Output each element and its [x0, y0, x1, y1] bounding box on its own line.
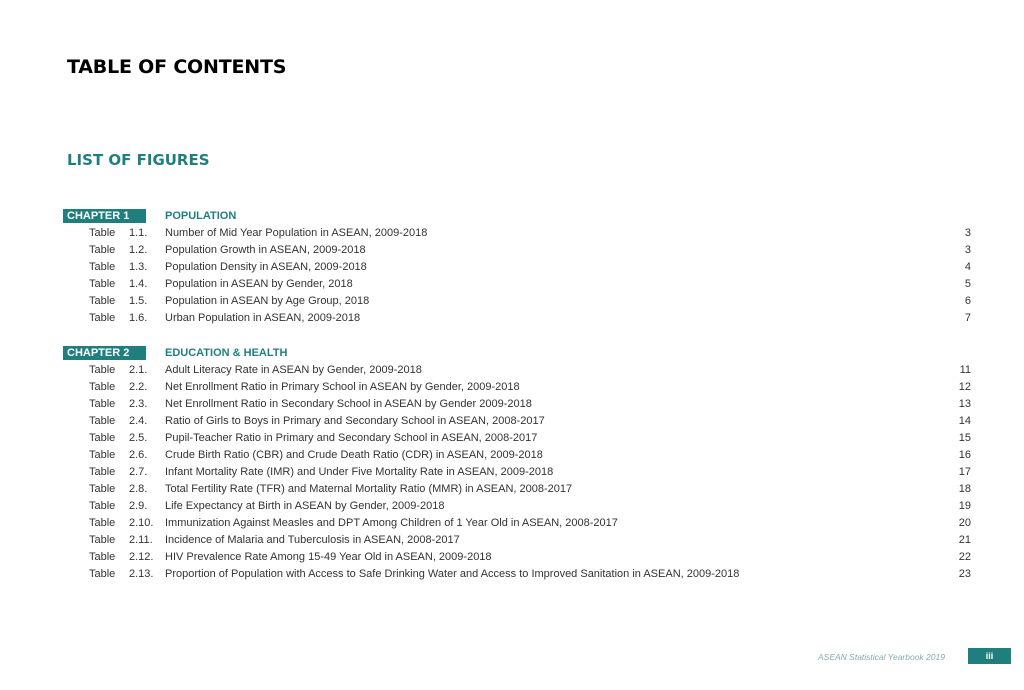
- toc-row-label: Table: [89, 278, 116, 290]
- toc-row-title: Urban Population in ASEAN, 2009-2018: [165, 312, 361, 324]
- toc-row-label: Table: [89, 398, 116, 410]
- toc-row-page: 4: [964, 261, 971, 273]
- toc-row-number: 1.5.: [129, 295, 148, 307]
- toc-row-page: 18: [958, 483, 971, 495]
- toc-row-label: Table: [89, 449, 116, 461]
- chapter-title: EDUCATION & HEALTH: [165, 347, 288, 359]
- toc-row-title: Life Expectancy at Birth in ASEAN by Gender, 2009-2018: [165, 500, 445, 512]
- toc-row-label: Table: [89, 568, 116, 580]
- toc-row[interactable]: [63, 379, 983, 396]
- toc-row[interactable]: [63, 430, 983, 447]
- toc-row-number: 2.3.: [129, 398, 148, 410]
- toc-row[interactable]: [63, 549, 983, 566]
- toc-row[interactable]: [63, 396, 983, 413]
- toc-row-label: Table: [89, 483, 116, 495]
- toc-row-number: 2.7.: [129, 466, 148, 478]
- toc-row-title: Net Enrollment Ratio in Secondary School in ASEAN by Gender 2009-2018: [165, 398, 532, 410]
- toc-row-number: 2.11.: [129, 534, 153, 546]
- toc-row[interactable]: [63, 310, 983, 327]
- toc-row-page: 23: [958, 568, 971, 580]
- chapter-2: [63, 346, 983, 583]
- toc-row-label: Table: [89, 432, 116, 444]
- chapter-1-rows: [63, 225, 983, 327]
- toc-row-title: Population in ASEAN by Age Group, 2018: [165, 295, 370, 307]
- toc-row[interactable]: [63, 481, 983, 498]
- toc-row-number: 2.9.: [129, 500, 148, 512]
- chapter-2-rows: [63, 362, 983, 583]
- toc-row[interactable]: [63, 242, 983, 259]
- toc-row[interactable]: [63, 293, 983, 310]
- toc-row-title: Adult Literacy Rate in ASEAN by Gender, 2009-2018: [165, 364, 422, 376]
- toc-row-page: 14: [958, 415, 971, 427]
- toc-row-title: Number of Mid Year Population in ASEAN, 2009-2018: [165, 227, 428, 239]
- toc-row-label: Table: [89, 227, 116, 239]
- toc-row[interactable]: [63, 276, 983, 293]
- toc-row-number: 2.1.: [129, 364, 148, 376]
- toc-row-number: 1.4.: [129, 278, 148, 290]
- toc-row-label: Table: [89, 381, 116, 393]
- toc-row-page: 20: [958, 517, 971, 529]
- toc-row-number: 2.6.: [129, 449, 148, 461]
- toc-row-label: Table: [89, 295, 116, 307]
- toc-row-number: 2.4.: [129, 415, 148, 427]
- toc-row-number: 2.5.: [129, 432, 148, 444]
- toc-row[interactable]: [63, 413, 983, 430]
- toc-row-page: 19: [958, 500, 971, 512]
- chapter-title: POPULATION: [165, 210, 237, 222]
- toc-row[interactable]: [63, 259, 983, 276]
- toc-row-page: 7: [964, 312, 971, 324]
- toc-row-page: 15: [958, 432, 971, 444]
- toc-row-number: 1.6.: [129, 312, 148, 324]
- chapter-badge: CHAPTER 1: [63, 209, 146, 223]
- toc-row-page: 21: [958, 534, 971, 546]
- toc-row-label: Table: [89, 517, 116, 529]
- toc-row-page: 5: [964, 278, 971, 290]
- toc-row-number: 2.2.: [129, 381, 148, 393]
- toc-row-title: Immunization Against Measles and DPT Among Children of 1 Year Old in ASEAN, 2008-2017: [165, 517, 618, 529]
- toc-row-title: Incidence of Malaria and Tuberculosis in ASEAN, 2008-2017: [165, 534, 460, 546]
- chapter-badge: CHAPTER 2: [63, 346, 146, 360]
- toc-row[interactable]: [63, 515, 983, 532]
- chapter-header: [63, 346, 983, 362]
- toc-row-label: Table: [89, 364, 116, 376]
- toc-row[interactable]: [63, 566, 983, 583]
- toc-row-title: Net Enrollment Ratio in Primary School in ASEAN by Gender, 2009-2018: [165, 381, 520, 393]
- toc-row[interactable]: [63, 362, 983, 379]
- toc-row[interactable]: [63, 225, 983, 242]
- toc-row-title: Infant Mortality Rate (IMR) and Under Five Mortality Rate in ASEAN, 2009-2018: [165, 466, 554, 478]
- section-title: LIST OF FIGURES: [67, 151, 210, 169]
- toc-row-title: HIV Prevalence Rate Among 15-49 Year Old in ASEAN, 2009-2018: [165, 551, 492, 563]
- toc-row-label: Table: [89, 534, 116, 546]
- toc-row-number: 2.8.: [129, 483, 148, 495]
- toc-row-label: Table: [89, 466, 116, 478]
- toc-row-page: 6: [964, 295, 971, 307]
- toc-row-label: Table: [89, 415, 116, 427]
- toc-row-title: Pupil-Teacher Ratio in Primary and Secondary School in ASEAN, 2008-2017: [165, 432, 538, 444]
- toc-row-page: 11: [959, 364, 971, 376]
- chapter-header: [63, 209, 983, 225]
- chapter-1: [63, 209, 983, 327]
- toc-row-number: 1.3.: [129, 261, 148, 273]
- toc-row[interactable]: [63, 464, 983, 481]
- toc-row-title: Ratio of Girls to Boys in Primary and Secondary School in ASEAN, 2008-2017: [165, 415, 545, 427]
- toc-row-title: Population Growth in ASEAN, 2009-2018: [165, 244, 366, 256]
- toc-row-label: Table: [89, 261, 116, 273]
- toc-row-title: Proportion of Population with Access to Safe Drinking Water and Access to Improved Sanitation in ASEAN, 2009-2018: [165, 568, 740, 580]
- toc-row-label: Table: [89, 500, 116, 512]
- toc-row-label: Table: [89, 244, 116, 256]
- footer-page-number: iii: [968, 648, 1011, 664]
- toc-row-page: 12: [958, 381, 971, 393]
- toc-row-page: 3: [964, 227, 971, 239]
- toc-row-label: Table: [89, 312, 116, 324]
- toc-row-number: 2.10.: [129, 517, 154, 529]
- footer-publication: ASEAN Statistical Yearbook 2019: [818, 652, 945, 662]
- toc-row-number: 1.1.: [129, 227, 148, 239]
- toc-row-page: 17: [958, 466, 971, 478]
- toc-row[interactable]: [63, 498, 983, 515]
- toc-row-page: 13: [958, 398, 971, 410]
- page-title: TABLE OF CONTENTS: [67, 56, 287, 78]
- toc-row-title: Total Fertility Rate (TFR) and Maternal Mortality Ratio (MMR) in ASEAN, 2008-2017: [165, 483, 573, 495]
- toc-row[interactable]: [63, 447, 983, 464]
- toc-row-page: 3: [964, 244, 971, 256]
- toc-row[interactable]: [63, 532, 983, 549]
- toc-row-title: Crude Birth Ratio (CBR) and Crude Death Ratio (CDR) in ASEAN, 2009-2018: [165, 449, 543, 461]
- toc-row-label: Table: [89, 551, 116, 563]
- toc-row-title: Population in ASEAN by Gender, 2018: [165, 278, 353, 290]
- toc-row-title: Population Density in ASEAN, 2009-2018: [165, 261, 367, 273]
- toc-row-page: 22: [958, 551, 971, 563]
- toc-row-number: 2.13.: [129, 568, 154, 580]
- toc-row-number: 2.12.: [129, 551, 154, 563]
- toc-row-number: 1.2.: [129, 244, 148, 256]
- toc-row-page: 16: [958, 449, 971, 461]
